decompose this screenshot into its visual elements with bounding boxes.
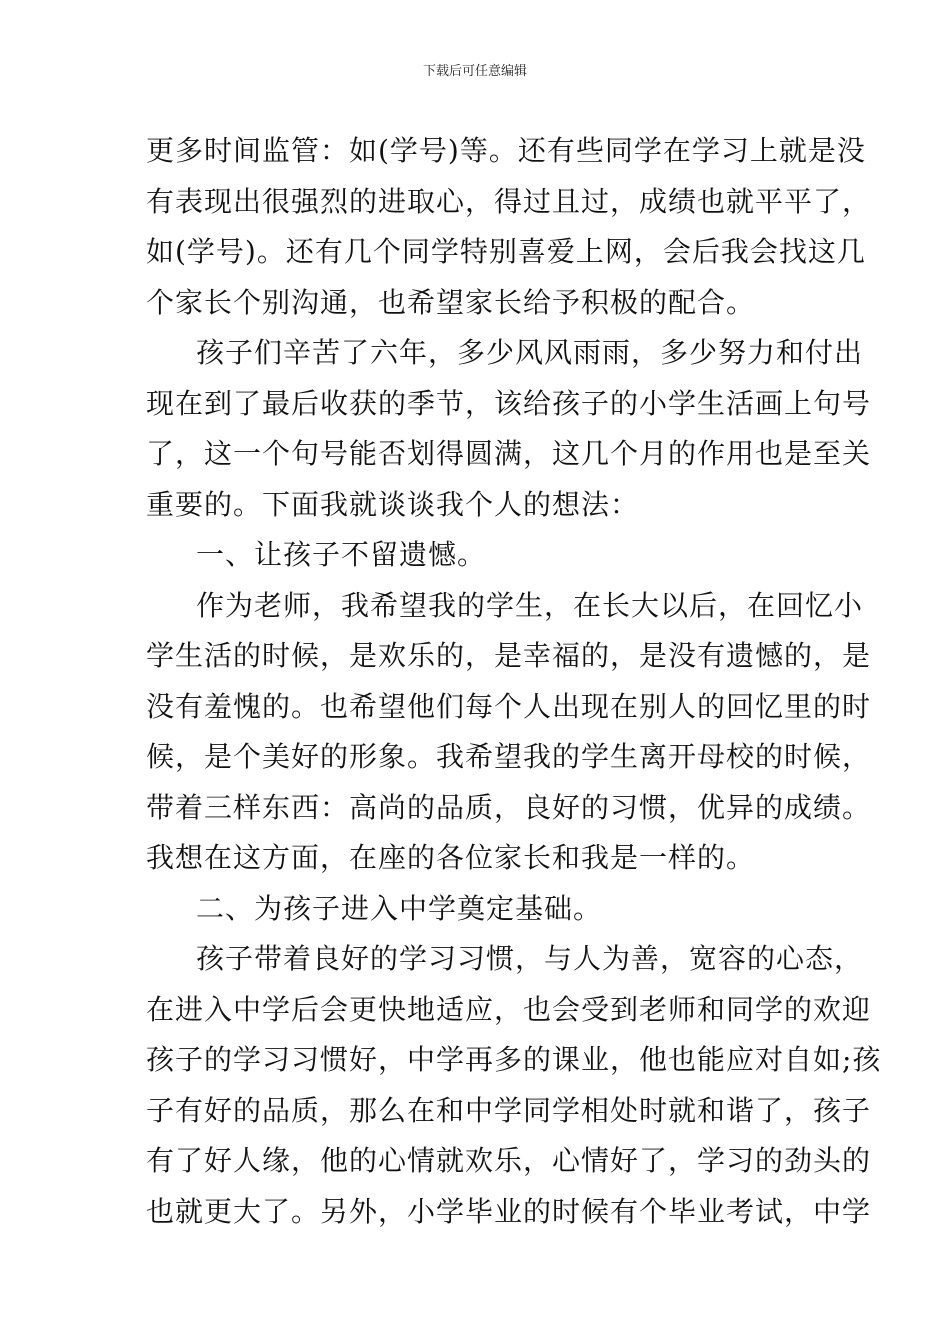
text-line: 带着三样东西：高尚的品质，良好的习惯，优异的成绩。 [146, 790, 872, 824]
text-line: 如(学号)。还有几个同学特别喜爱上网，会后我会找这几 [146, 235, 866, 268]
text-line: 也就更大了。另外，小学毕业的时候有个毕业考试，中学 [146, 1194, 872, 1228]
text-line: 在进入中学后会更快地适应，也会受到老师和同学的欢迎 [146, 992, 872, 1026]
text-line: 有了好人缘，他的心情就欢乐，心情好了，学习的劲头的 [146, 1144, 872, 1177]
text-line: 孩子们辛苦了六年，多少风风雨雨，多少努力和付出 [196, 336, 864, 369]
text-line: 候，是个美好的形象。我希望我的学生离开母校的时候， [146, 740, 872, 773]
section-heading: 一、让孩子不留遗憾。 [196, 538, 487, 571]
text-line: 重要的。下面我就谈谈我个人的想法： [146, 487, 640, 521]
document-body [146, 126, 882, 1237]
text-line: 作为老师，我希望我的学生，在长大以后，在回忆小 [196, 588, 864, 622]
text-line: 现在到了最后收获的季节，该给孩子的小学生活画上句号 [146, 386, 872, 420]
text-line: 子有好的品质，那么在和中学同学相处时就和谐了，孩子 [146, 1093, 872, 1127]
text-line: 没有羞愧的。也希望他们每个人出现在别人的回忆里的时 [146, 689, 872, 723]
text-line: 孩子的学习习惯好，中学再多的课业，他也能应对自如;孩 [146, 1043, 882, 1076]
text-line: 孩子带着良好的学习习惯，与人为善，宽容的心态， [196, 942, 864, 975]
text-line: 学生活的时候，是欢乐的，是幸福的，是没有遗憾的，是 [146, 639, 872, 672]
section-heading: 二、为孩子进入中学奠定基础。 [196, 891, 603, 925]
text-line: 个家长个别沟通，也希望家长给予积极的配合。 [146, 285, 756, 319]
text-line: 更多时间监管：如(学号)等。还有些同学在学习上就是没 [146, 134, 866, 167]
text-line: 了，这一个句号能否划得圆满，这几个月的作用也是至关 [146, 437, 872, 470]
text-line: 我想在这方面，在座的各位家长和我是一样的。 [146, 841, 756, 874]
text-line: 有表现出很强烈的进取心，得过且过，成绩也就平平了， [146, 184, 872, 218]
page-header: 下载后可任意编辑 [422, 64, 527, 79]
